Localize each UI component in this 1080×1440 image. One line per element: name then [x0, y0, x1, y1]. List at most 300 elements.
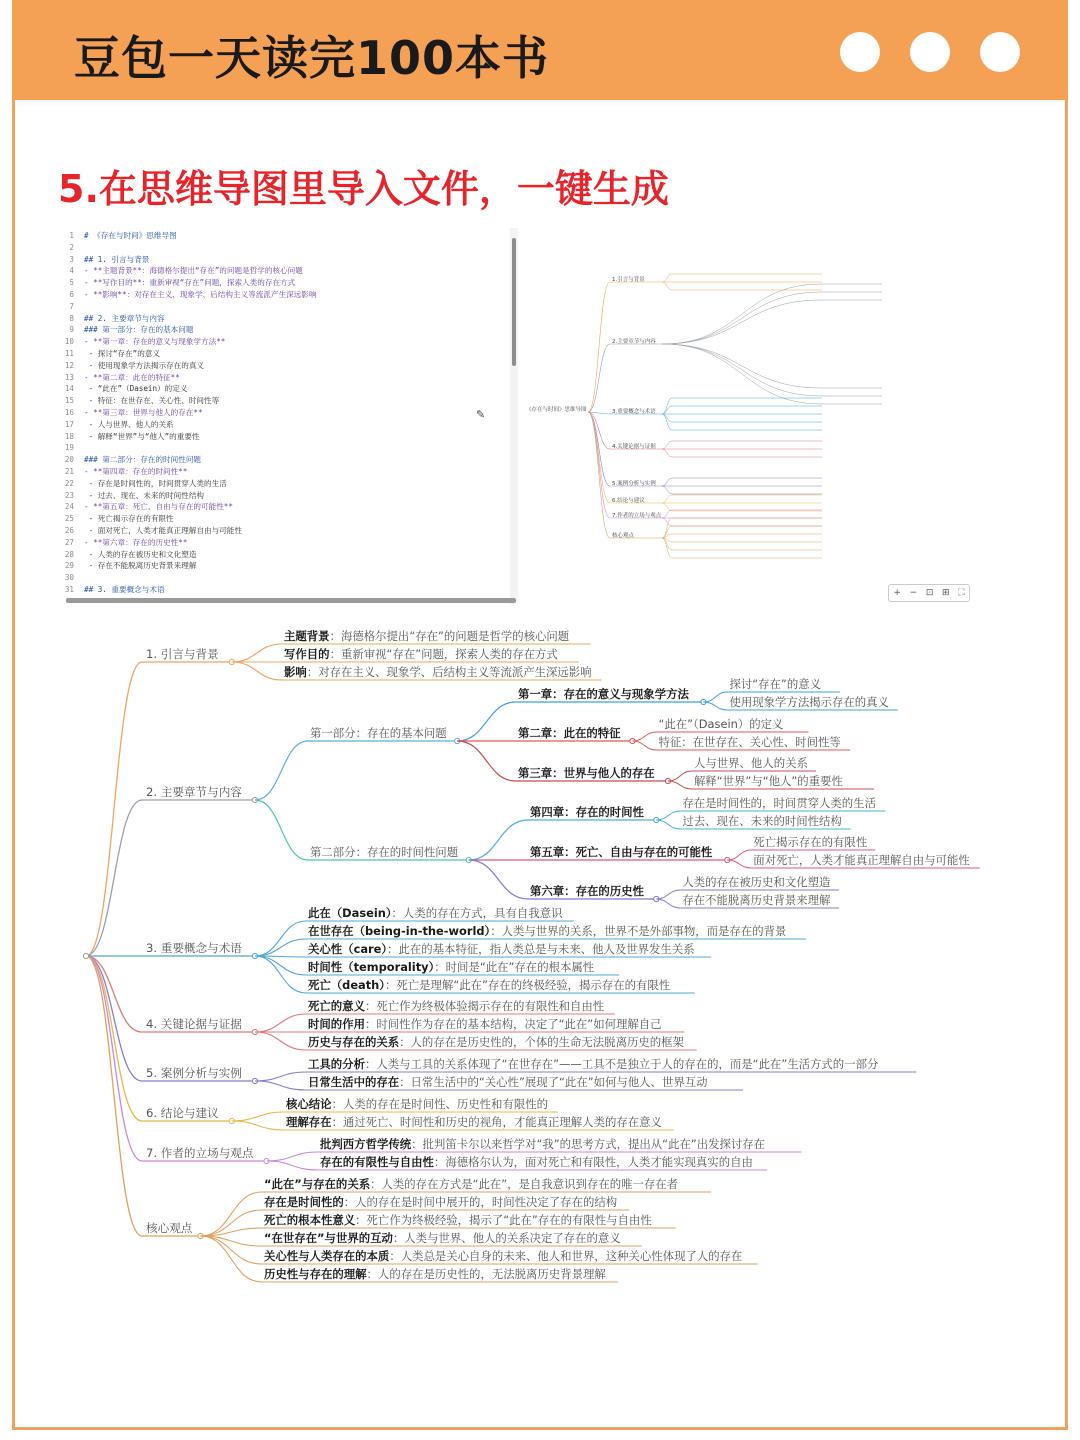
node-key: 主题背景: [284, 629, 330, 643]
line-text: # 《存在与时间》思维导图: [84, 231, 177, 240]
preview-connector: [662, 292, 822, 344]
node-key: 在世存在（being-in-the-world）: [308, 924, 491, 938]
mindmap-node[interactable]: [682, 796, 876, 810]
mindmap-node[interactable]: [146, 1017, 242, 1031]
connector-line: [668, 771, 692, 781]
line-number: 28: [64, 549, 74, 559]
line-text: ## 3. 重要概念与术语: [84, 585, 165, 594]
mindmap-node[interactable]: [518, 766, 655, 780]
editor-line[interactable]: [60, 265, 512, 277]
node-value: ：死亡作为终极体验揭示存在的有限性和自由性: [364, 999, 605, 1013]
editor-line[interactable]: [60, 372, 512, 384]
mindmap-node[interactable]: [146, 785, 242, 799]
preview-connector: [662, 344, 822, 396]
editor-line[interactable]: [60, 313, 512, 325]
line-number: 8: [69, 313, 74, 323]
line-number: 22: [64, 478, 74, 488]
editor-line[interactable]: [60, 513, 512, 525]
editor-line[interactable]: [60, 301, 512, 313]
line-text: - **影响**：对存在主义、现象学、后结构主义等流派产生深远影响: [84, 290, 317, 299]
node-value: ：时间是“此在”存在的根本属性: [434, 960, 595, 974]
node-value: ：死亡作为终极经验，揭示了“此在”存在的有限性与自由性: [355, 1213, 652, 1227]
node-value: 特征：在世存在、关心性、时间性等: [658, 735, 841, 749]
preview-connector: [662, 274, 672, 282]
preview-root-node[interactable]: 《存在与时间》思维导图: [526, 407, 587, 413]
editor-line[interactable]: [60, 572, 512, 584]
section-subtitle: 5.在思维导图里导入文件，一键生成: [58, 167, 669, 211]
node-value: 1. 引言与背景: [146, 647, 219, 661]
connector-line: [457, 741, 516, 781]
preview-connector: [662, 282, 672, 290]
branch-connector: [86, 956, 142, 1161]
preview-branch-node[interactable]: 7.作者的立场与观点: [612, 513, 662, 519]
node-key: 日常生活中的存在: [308, 1075, 400, 1089]
node-value: 解释“世界”与“他人”的重要性: [693, 774, 843, 788]
mindmap-preview[interactable]: [522, 230, 978, 602]
line-text: - 死亡揭示存在的有限性: [84, 514, 174, 524]
node-value: 过去、现在、未来的时间性结构: [682, 814, 842, 828]
mindmap-node[interactable]: [682, 814, 841, 828]
node-key: 死亡的根本性意义: [264, 1213, 356, 1227]
line-text: - 使用现象学方法揭示存在的真义: [84, 360, 205, 370]
connector-line: [232, 644, 282, 662]
zoom-toolbar: [888, 584, 970, 602]
zoom-tool-button[interactable]: ⛶: [958, 588, 965, 598]
line-number: 29: [64, 561, 74, 571]
pen-icon[interactable]: ✎: [476, 408, 486, 421]
editor-line[interactable]: [60, 466, 512, 478]
line-text: - **主题背景**：海德格尔提出“存在”的问题是哲学的核心问题: [84, 266, 303, 276]
node-value: ：批判笛卡尔以来哲学对“我”的思考方式，提出从“此在”出发探讨存在: [411, 1137, 766, 1151]
node-value: 面对死亡，人类才能真正理解自由与可能性: [753, 853, 970, 867]
connector-line: [469, 820, 528, 860]
preview-connector: [588, 412, 610, 518]
node-key: 影响: [284, 665, 307, 679]
node-key: 存在的有限性与自由性: [320, 1155, 434, 1169]
line-number: 16: [64, 408, 74, 417]
mindmap-node[interactable]: [286, 1097, 548, 1111]
connector-line: [232, 662, 282, 680]
line-number: 26: [64, 526, 74, 535]
editor-line[interactable]: [60, 254, 512, 266]
node-key: 此在（Dasein）: [308, 906, 392, 920]
node-value: 3. 重要概念与术语: [146, 941, 242, 955]
node-value: ：人的存在是历史性的，无法脱离历史背景理解: [366, 1267, 606, 1281]
line-text: - 面对死亡，人类才能真正理解自由与可能性: [84, 526, 242, 535]
preview-connector: [662, 284, 822, 344]
line-text: - **写作目的**：重新审视“存在”问题，探索人类的存在方式: [84, 278, 296, 288]
line-text: - **第五章：死亡、自由与存在的可能性**: [84, 502, 233, 512]
mindmap-node[interactable]: [264, 1213, 652, 1227]
connector-line: [255, 1032, 306, 1050]
node-value: ：海德格尔认为，面对死亡和有限性，人类才能实现真实的自由: [433, 1155, 753, 1169]
mindmap-node[interactable]: [729, 695, 888, 709]
mindmap-node[interactable]: [658, 735, 840, 749]
node-key: 历史与存在的关系: [308, 1035, 400, 1049]
node-value: ：对存在主义、现象学、后结构主义等流派产生深远影响: [306, 665, 592, 679]
mindmap-node[interactable]: [320, 1137, 765, 1151]
preview-connector: [662, 486, 672, 494]
node-key: 时间性（temporality）: [308, 960, 435, 974]
node-key: 时间的作用: [308, 1017, 365, 1031]
node-key: 死亡的意义: [308, 999, 365, 1013]
line-number: 31: [64, 585, 74, 594]
line-number: 7: [69, 301, 74, 311]
preview-connector: [662, 518, 672, 538]
mindmap-node[interactable]: [146, 1146, 254, 1160]
node-value: 存在不能脱离历史背景来理解: [682, 893, 831, 907]
line-number: 1: [69, 231, 74, 240]
mindmap-node[interactable]: [264, 1267, 606, 1281]
node-value: 5. 案例分析与实例: [146, 1066, 242, 1080]
line-text: - 人与世界、他人的关系: [84, 419, 174, 429]
node-key: 第四章：存在的时间性: [530, 805, 644, 819]
mindmap-node[interactable]: [146, 941, 242, 955]
connector-line: [668, 781, 692, 789]
mindmap-node[interactable]: [146, 1106, 219, 1120]
node-key: 第六章：存在的历史性: [530, 884, 644, 898]
connector-line: [703, 702, 727, 710]
line-number: 10: [64, 337, 74, 347]
line-text: - 存在是时间性的，时间贯穿人类的生活: [84, 478, 227, 488]
node-value: 使用现象学方法揭示存在的真义: [729, 695, 889, 709]
preview-connector: [662, 406, 672, 414]
preview-connector: [588, 282, 610, 412]
node-value: ：此在的基本特征，指人类总是与未来、他人及世界发生关系: [387, 942, 695, 956]
node-value: 第二部分：存在的时间性问题: [310, 845, 459, 859]
line-number: 5: [69, 278, 74, 288]
node-key: 关心性与人类存在的本质: [264, 1249, 390, 1263]
node-value: ：通过死亡、时间性和历史的视角，才能真正理解人类的存在意义: [331, 1115, 662, 1129]
line-number: 11: [64, 349, 74, 358]
node-value: ：人类的存在是时间性、历史性和有限性的: [331, 1097, 549, 1111]
mindmap-node[interactable]: [308, 960, 594, 974]
node-key: 第一章：存在的意义与现象学方法: [518, 687, 689, 701]
zoom-tool-button[interactable]: ⊡: [925, 588, 934, 598]
line-number: 19: [64, 443, 74, 453]
connector-line: [457, 702, 516, 741]
node-value: ：人的存在是历史性的，个体的生命无法脱离历史的框架: [399, 1035, 684, 1049]
editor-line[interactable]: [60, 549, 512, 561]
node-value: 探讨“存在”的意义: [729, 677, 822, 691]
connector-line: [255, 956, 306, 975]
node-value: ：人类的存在方式是“此在”，是自我意识到存在的唯一存在者: [370, 1177, 679, 1191]
mindmap-node[interactable]: [320, 1155, 753, 1169]
node-value: ：人类总是关心自身的未来、他人和世界，这种关心性体现了人的存在: [389, 1249, 743, 1263]
line-text: - 探讨“存在”的意义: [84, 349, 161, 358]
node-value: ：人类与世界、他人的关系决定了存在的意义: [392, 1231, 621, 1245]
line-text: - “此在”（Dasein）的定义: [84, 384, 188, 394]
mindmap-node[interactable]: [264, 1177, 678, 1191]
editor-line[interactable]: [60, 324, 512, 336]
node-key: 写作目的: [284, 647, 330, 661]
editor-line[interactable]: [60, 501, 512, 513]
connector-line: [255, 741, 308, 800]
node-value: ：人类与世界的关系，世界不是外部事物，而是存在的背景: [490, 924, 787, 938]
line-number: 21: [64, 467, 74, 476]
editor-line[interactable]: [60, 431, 512, 443]
connector-line: [727, 860, 751, 868]
connector-line: [200, 1236, 262, 1282]
node-value: 4. 关键论据与证据: [146, 1017, 242, 1031]
connector-line: [200, 1192, 262, 1236]
node-value: 存在是时间性的，时间贯穿人类的生活: [682, 796, 876, 810]
node-value: 核心观点: [146, 1221, 193, 1235]
line-number: 27: [64, 537, 74, 547]
line-number: 15: [64, 396, 74, 406]
editor-line[interactable]: [60, 419, 512, 431]
mindmap-node[interactable]: [530, 845, 712, 859]
line-text: - 解释“世界”与“他人”的重要性: [84, 431, 200, 441]
node-key: 存在是时间性的: [264, 1195, 344, 1209]
editor-line[interactable]: [60, 277, 512, 289]
connector-line: [255, 921, 306, 956]
preview-connector: [662, 495, 672, 503]
branch-connector: [86, 956, 142, 1236]
preview-connector: [662, 344, 822, 388]
connector-line: [632, 741, 656, 750]
mindmap-node[interactable]: [310, 726, 447, 740]
mindmap-node[interactable]: [284, 647, 558, 661]
line-number: 3: [69, 254, 74, 264]
preview-connector: [662, 510, 672, 518]
page-title: 豆包一天读完100本书: [74, 31, 550, 85]
preview-branch-node[interactable]: 4.关键论据与证据: [612, 444, 656, 450]
preview-connector: [662, 449, 672, 457]
node-key: 第五章：死亡、自由与存在的可能性: [530, 845, 713, 859]
node-key: 历史性与存在的理解: [264, 1267, 367, 1281]
node-value: ：重新审视“存在”问题，探索人类的存在方式: [329, 647, 558, 661]
mindmap-node[interactable]: [530, 884, 644, 898]
editor-line[interactable]: [60, 454, 512, 466]
line-number: 13: [64, 372, 74, 382]
editor-line[interactable]: [60, 490, 512, 502]
editor-line[interactable]: [60, 348, 512, 360]
mindmap-node[interactable]: [530, 805, 644, 819]
line-text: ### 第二部分：存在的时间性问题: [84, 455, 202, 465]
mindmap-node[interactable]: [308, 1035, 684, 1049]
editor-scrollbar-thumb[interactable]: [512, 238, 516, 366]
node-key: 死亡（death）: [308, 978, 385, 992]
connector-line: [255, 800, 308, 860]
node-value: ：时间性作为存在的基本结构，决定了“此在”如何理解自己: [364, 1017, 662, 1031]
preview-branch-node[interactable]: 核心观点: [612, 533, 635, 539]
mindmap-node[interactable]: [284, 665, 592, 679]
editor-line[interactable]: [60, 442, 512, 454]
preview-branch-node[interactable]: 2.主要章节与内容: [612, 339, 656, 345]
line-text: ## 1. 引言与背景: [84, 254, 150, 264]
connector-line: [656, 899, 680, 908]
preview-connector: [588, 344, 610, 412]
mindmap-node[interactable]: [682, 875, 830, 889]
preview-connector: [662, 478, 672, 486]
mindmap-preview-lines: [522, 230, 978, 602]
mindmap-node[interactable]: [729, 677, 821, 691]
mindmap-node[interactable]: [310, 845, 458, 859]
line-number: 6: [69, 290, 74, 299]
mindmap-node[interactable]: [518, 726, 621, 740]
node-value: 死亡揭示存在的有限性: [753, 835, 868, 849]
editor-line[interactable]: [60, 360, 512, 372]
preview-branch-node[interactable]: 6.结论与建议: [612, 498, 645, 504]
mindmap: [60, 624, 1020, 1300]
preview-branch-node[interactable]: 3.重要概念与术语: [612, 409, 656, 415]
line-number: 12: [64, 360, 74, 370]
mindmap-node[interactable]: [694, 774, 843, 788]
zoom-tool-button[interactable]: +: [893, 588, 901, 598]
mindmap-node[interactable]: [658, 717, 783, 731]
node-value: 7. 作者的立场与观点: [146, 1146, 254, 1160]
line-text: - **第四章：存在的时间性**: [84, 467, 188, 476]
mindmap-node[interactable]: [682, 893, 830, 907]
mindmap-node[interactable]: [264, 1249, 742, 1263]
branch-connector: [86, 662, 142, 956]
line-text: ## 2. 主要章节与内容: [84, 313, 165, 323]
dot-icon: [980, 32, 1020, 72]
mindmap-node[interactable]: [308, 1017, 662, 1031]
mindmap-node[interactable]: [308, 978, 670, 992]
mindmap-node[interactable]: [146, 1066, 242, 1080]
preview-connector: [662, 398, 672, 414]
editor-line[interactable]: [60, 584, 512, 596]
editor-line[interactable]: [60, 336, 512, 348]
node-key: 工具的分析: [308, 1057, 365, 1071]
connector-line: [656, 811, 680, 820]
preview-branch-node[interactable]: 5.案例分析与实例: [612, 481, 656, 487]
line-number: 4: [69, 266, 74, 276]
editor-line[interactable]: [60, 407, 512, 419]
editor-line[interactable]: [60, 525, 512, 537]
mindmap-node[interactable]: [694, 756, 808, 770]
line-number: 18: [64, 431, 74, 441]
editor-line[interactable]: [60, 230, 512, 242]
preview-branch-node[interactable]: 1.引言与背景: [612, 277, 645, 283]
connector-line: [255, 939, 306, 956]
mindmap-node[interactable]: [146, 647, 219, 661]
connector-line: [727, 850, 751, 860]
editor-line[interactable]: [60, 289, 512, 301]
zoom-tool-button[interactable]: −: [909, 588, 918, 598]
line-text: - **第二章：此在的特征**: [84, 372, 180, 382]
connector-line: [656, 820, 680, 829]
mindmap-node[interactable]: [308, 1075, 708, 1089]
markdown-editor[interactable]: [60, 226, 520, 606]
preview-connector: [588, 412, 610, 503]
line-number: 2: [69, 242, 74, 252]
node-key: 理解存在: [286, 1115, 332, 1129]
node-value: 第一部分：存在的基本问题: [310, 726, 447, 740]
line-number: 17: [64, 419, 74, 429]
node-key: “此在”与存在的关系: [264, 1177, 371, 1191]
editor-line[interactable]: [60, 242, 512, 254]
node-key: 批判西方哲学传统: [320, 1137, 412, 1151]
node-dot: [83, 953, 88, 958]
preview-connector: [662, 414, 672, 430]
node-value: 人与世界、他人的关系: [693, 756, 808, 770]
line-number: 9: [69, 325, 74, 335]
node-value: 6. 结论与建议: [146, 1106, 219, 1120]
line-number: 14: [64, 384, 74, 394]
editor-line[interactable]: [60, 560, 512, 572]
node-value: 人类的存在被历史和文化塑造: [682, 875, 831, 889]
mindmap-node[interactable]: [286, 1115, 662, 1129]
zoom-tool-button[interactable]: ⊞: [942, 588, 950, 598]
dot-icon: [910, 32, 950, 72]
connector-line: [232, 1121, 284, 1130]
preview-connector: [662, 503, 672, 511]
preview-connector: [662, 300, 822, 344]
line-text: - 存在不能脱离历史背景来理解: [84, 561, 197, 571]
node-key: 第三章：世界与他人的存在: [518, 766, 655, 780]
node-key: 第二章：此在的特征: [518, 726, 621, 740]
connector-line: [632, 732, 656, 741]
connector-line: [232, 1112, 284, 1121]
node-key: “在世存在”与世界的互动: [264, 1231, 393, 1245]
editor-line[interactable]: [60, 478, 512, 490]
mindmap-node[interactable]: [308, 924, 786, 938]
editor-line[interactable]: [60, 383, 512, 395]
mindmap-node[interactable]: [264, 1231, 621, 1245]
mindmap-node[interactable]: [308, 1057, 878, 1071]
editor-horizontal-scrollbar[interactable]: [66, 598, 516, 603]
connector-line: [255, 1081, 306, 1090]
connector-line: [703, 692, 727, 702]
mindmap-node[interactable]: [308, 942, 695, 956]
line-text: - 过去、现在、未来的时间性结构: [84, 490, 205, 500]
line-text: ### 第一部分：存在的基本问题: [84, 325, 194, 335]
preview-connector: [588, 412, 610, 449]
mindmap-node[interactable]: [753, 835, 867, 849]
line-text: - **第六章：存在的历史性**: [84, 537, 188, 547]
editor-line[interactable]: [60, 395, 512, 407]
connector-line: [267, 1161, 318, 1170]
connector-line: [267, 1152, 318, 1161]
node-value: ：人的存在是时间中展开的，时间性决定了存在的结构: [343, 1195, 618, 1209]
line-text: - 特征：在世存在、关心性、时间性等: [84, 396, 220, 406]
node-value: ：海德格尔提出“存在”的问题是哲学的核心问题: [329, 629, 570, 643]
mindmap-node[interactable]: [753, 853, 969, 867]
line-text: - 人类的存在被历史和文化塑造: [84, 549, 197, 559]
branch-connector: [86, 800, 142, 956]
preview-connector: [662, 414, 672, 422]
mindmap-node[interactable]: [284, 629, 569, 643]
preview-connector: [662, 344, 822, 404]
mindmap-node[interactable]: [308, 999, 604, 1013]
editor-line[interactable]: [60, 537, 512, 549]
node-key: 关心性（care）: [308, 942, 388, 956]
line-number: 23: [64, 490, 74, 500]
node-value: ：人类的存在方式，具有自我意识: [391, 906, 563, 920]
preview-connector: [662, 538, 672, 558]
connector-line: [469, 860, 528, 899]
line-number: 24: [64, 502, 74, 512]
preview-connector: [662, 441, 672, 449]
node-value: 2. 主要章节与内容: [146, 785, 242, 799]
mindmap-node[interactable]: [264, 1195, 617, 1209]
line-text: - **第一章：存在的意义与现象学方法**: [84, 337, 226, 347]
node-value: ：日常生活中的“关心性”展现了“此在”如何与他人、世界互动: [399, 1075, 708, 1089]
mindmap-node[interactable]: [146, 1221, 192, 1235]
line-number: 25: [64, 514, 74, 524]
mindmap-node[interactable]: [518, 687, 689, 701]
node-value: “此在”（Dasein）的定义: [658, 717, 784, 731]
connector-line: [656, 890, 680, 899]
line-number: 20: [64, 455, 74, 465]
dot-icon: [840, 32, 880, 72]
line-text: - **第三章：世界与他人的存在**: [84, 408, 203, 417]
mindmap-node[interactable]: [308, 906, 562, 920]
node-value: ：死亡是理解“此在”存在的终极经验，揭示存在的有限性: [384, 978, 671, 992]
